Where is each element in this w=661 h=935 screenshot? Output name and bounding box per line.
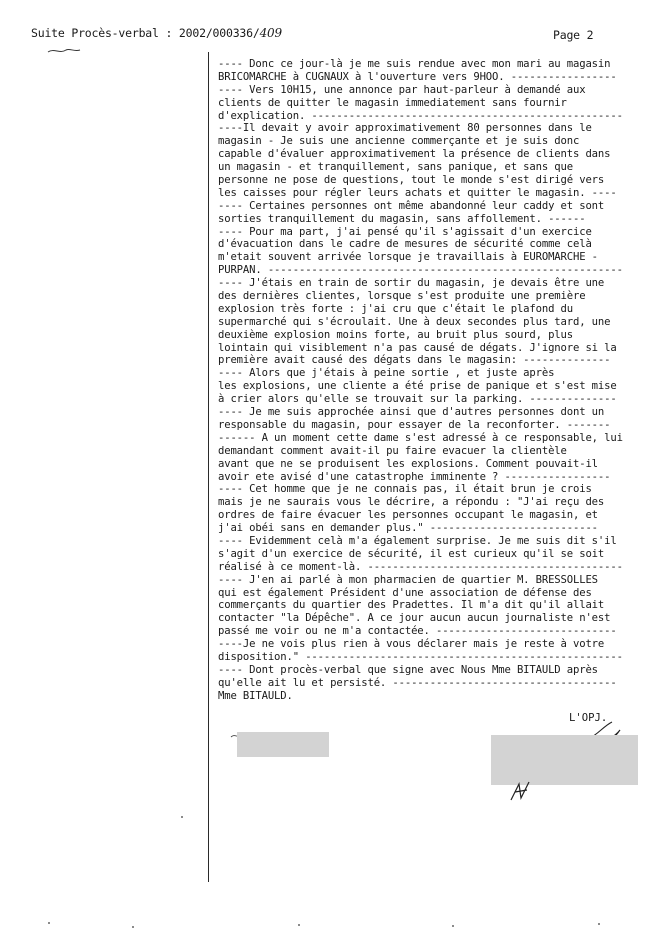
- statement-line: mais je ne saurais vous le décrire, a répondu : "J'ai reçu des: [218, 496, 605, 509]
- statement-line: Mme BITAULD.: [218, 689, 293, 702]
- statement-line: ---- Cet homme que je ne connais pas, il était brun je crois: [218, 483, 592, 496]
- statement-line: clients de quitter le magasin immediatement sans fournir: [218, 96, 567, 109]
- statement-line: ---- Certaines personnes ont même abandonné leur caddy et sont: [218, 199, 605, 212]
- statement-line: à crier alors qu'elle se trouvait sur la parking. --------------: [218, 393, 617, 406]
- statement-line: commerçants du quartier des Pradettes. Il m'a dit qu'il allait: [218, 599, 605, 612]
- statement-line: réalisé à ce moment-là. -----------------------------------------: [218, 560, 623, 573]
- page-speck: [48, 922, 50, 924]
- header-title-group: [31, 26, 282, 40]
- statement-line: ---- J'étais en train de sortir du magasin, je devais être une: [218, 277, 605, 290]
- statement-line: ordres de faire évacuer les personnes occupant le magasin, et: [218, 509, 598, 522]
- statement-line: lointain qui visiblement n'a pas causé de dégats. J'ignore si la: [218, 341, 617, 354]
- statement-line: contacter "la Dépêche". A ce jour aucun aucun journaliste n'est: [218, 612, 611, 625]
- statement-line: ---- Pour ma part, j'ai pensé qu'il s'agissait d'un exercice: [218, 225, 592, 238]
- statement-line: capable d'évaluer approximativement la présence de clients dans: [218, 148, 611, 161]
- statement-line: magasin - Je suis une ancienne commerçante et je suis donc: [218, 135, 580, 148]
- statement-body: [218, 58, 650, 703]
- statement-line: sorties tranquillement du magasin, sans affollement. ------: [218, 212, 586, 225]
- statement-line: ---- J'en ai parlé à mon pharmacien de quartier M. BRESSOLLES: [218, 573, 598, 586]
- page-speck: [298, 924, 300, 926]
- statement-line: supermarché qui s'écroulait. Une à deux secondes plus tard, une: [218, 315, 611, 328]
- statement-line: ---- Vers 10H15, une annonce par haut-parleur à demandé aux: [218, 83, 586, 96]
- statement-line: j'ai obéi sans en demander plus." ---------------------------: [218, 522, 598, 535]
- statement-line: les caisses pour régler leurs achats et quitter le magasin. ----: [218, 186, 617, 199]
- signature-label-opj: L'OPJ.: [569, 712, 608, 724]
- page-speck: [598, 923, 600, 925]
- statement-line: ------ A un moment cette dame s'est adressé à ce responsable, lui: [218, 431, 623, 444]
- statement-line: ---- Evidemment celà m'a également surprise. Je me suis dit s'il: [218, 534, 617, 547]
- statement-line: PURPAN. ---------------------------------------------------------: [218, 264, 623, 277]
- statement-line: personne ne pose de questions, tout le monde s'est dirigé vers: [218, 174, 605, 187]
- statement-line: ---- Alors que j'étais à peine sortie , et juste après: [218, 367, 555, 380]
- redaction-block-witness: [237, 732, 329, 757]
- statement-line: BRICOMARCHE à CUGNAUX à l'ouverture vers 9HOO. -----------------: [218, 70, 617, 83]
- statement-line: ---- Je me suis approchée ainsi que d'autres personnes dont un: [218, 406, 605, 419]
- handwritten-number: 409: [259, 26, 282, 40]
- header-underline-mark: [46, 44, 86, 56]
- initials-scribble: [507, 778, 537, 804]
- statement-line: un magasin - et tranquillement, sans panique, et sans que: [218, 161, 573, 174]
- page-speck: [452, 925, 454, 927]
- statement-line: m'etait souvent arrivée lorsque je travaillais à EUROMARCHE -: [218, 251, 598, 264]
- statement-line: passé me voir ou ne m'a contactée. -----------------------------: [218, 625, 617, 638]
- statement-line: disposition." ---------------------------------------------------: [218, 650, 623, 663]
- statement-line: s'agit d'un exercice de sécurité, il est curieux qu'il se soit: [218, 547, 605, 560]
- statement-line: qui est également Président d'une association de défense des: [218, 586, 592, 599]
- statement-line: qu'elle ait lu et persisté. ------------------------------------: [218, 676, 617, 689]
- statement-line: ---- Donc ce jour-là je me suis rendue avec mon mari au magasin: [218, 58, 611, 70]
- statement-line: les explosions, une cliente a été prise de panique et s'est mise: [218, 380, 617, 393]
- statement-line: responsable du magasin, pour essayer de la reconforter. -------: [218, 418, 611, 431]
- page-speck: [181, 816, 183, 818]
- statement-line: ----Il devait y avoir approximativement 80 personnes dans le: [218, 122, 592, 135]
- statement-line: avoir ete avisé d'une catastrophe imminente ? -----------------: [218, 470, 611, 483]
- margin-rule: [208, 52, 209, 882]
- statement-line: explosion très forte : j'ai cru que c'était le plafond du: [218, 302, 573, 315]
- page-speck: [132, 926, 134, 928]
- statement-line: ---- Dont procès-verbal que signe avec Nous Mme BITAULD après: [218, 663, 598, 676]
- page-number: Page 2: [553, 28, 594, 42]
- statement-line: première avait causé des dégats dans le magasin: --------------: [218, 354, 611, 367]
- statement-line: avant que ne se produisent les explosions. Comment pouvait-il: [218, 457, 598, 470]
- statement-line: d'explication. --------------------------------------------------: [218, 109, 623, 122]
- page-header: [31, 26, 631, 44]
- statement-line: d'évacuation dans le cadre de mesures de sécurité comme celà: [218, 238, 592, 251]
- statement-line: deuxième explosion moins forte, au bruit plus sourd, plus: [218, 328, 573, 341]
- header-title: Suite Procès-verbal : 2002/000336/: [31, 26, 260, 40]
- statement-line: demandant comment avait-il pu faire evacuer la clientèle: [218, 444, 567, 457]
- statement-line: ----Je ne vois plus rien à vous déclarer mais je reste à votre: [218, 638, 605, 651]
- statement-line: des dernières clientes, lorsque s'est produite une première: [218, 290, 586, 303]
